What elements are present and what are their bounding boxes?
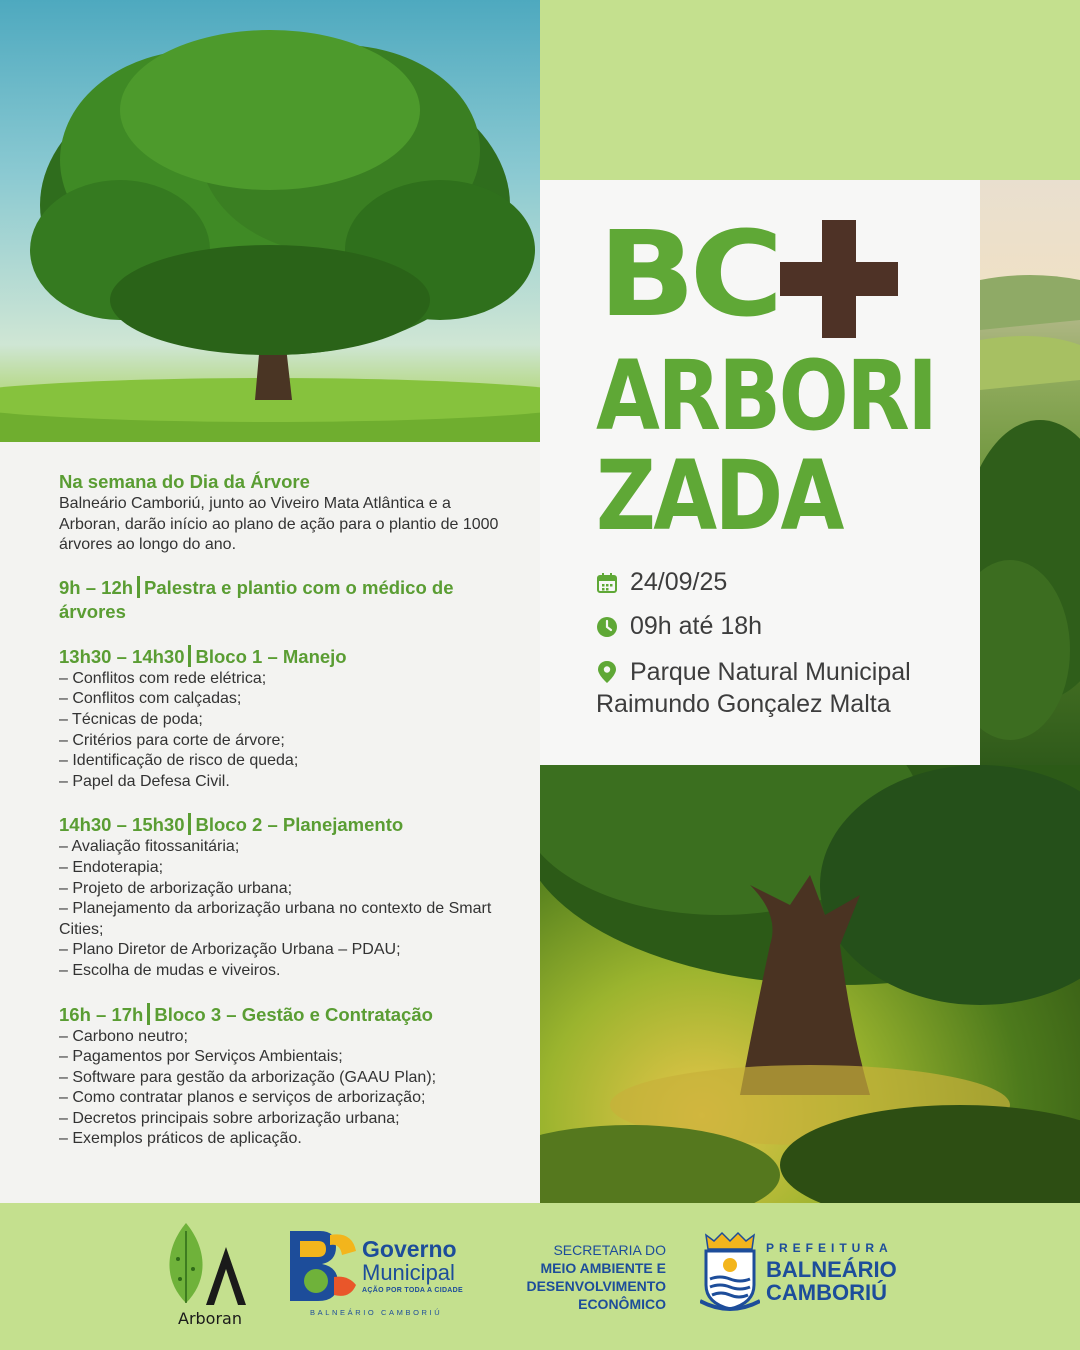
block-heading	[59, 576, 499, 624]
tree-photo-bottom	[540, 765, 1080, 1203]
pref-line2: BALNEÁRIO	[766, 1257, 897, 1282]
list-item: – Avaliação fitossanitária;	[59, 838, 240, 856]
gov-line2: Municipal	[362, 1260, 455, 1285]
event-place-line2: Raimundo Gonçalez Malta	[596, 690, 891, 718]
event-time: 09h até 18h	[630, 612, 763, 640]
list-item: – Decretos principais sobre arborização urbana;	[59, 1109, 400, 1127]
list-item: – Identificação de risco de queda;	[59, 752, 299, 770]
intro-section	[59, 470, 499, 556]
list-item: – Conflitos com rede elétrica;	[59, 669, 267, 687]
block-heading	[59, 813, 499, 837]
secretaria-logo	[496, 1241, 666, 1313]
location-pin-icon	[596, 660, 618, 684]
separator-bar	[188, 645, 191, 667]
separator-bar	[137, 576, 140, 598]
sec-line4: ECONÔMICO	[578, 1296, 666, 1312]
block-time: 16h – 17h	[59, 1003, 144, 1025]
block-heading	[59, 645, 499, 669]
separator-bar	[188, 813, 191, 835]
block-title: Bloco 1 – Manejo	[195, 645, 347, 667]
title-bc-plus	[598, 206, 900, 344]
block-items	[59, 669, 499, 793]
block-time: 13h30 – 14h30	[59, 645, 185, 667]
block-items	[59, 1027, 499, 1151]
list-item: – Carbono neutro;	[59, 1027, 188, 1045]
city-crest-icon	[700, 1231, 760, 1313]
block-time: 9h – 12h	[59, 576, 134, 598]
event-place-row	[596, 656, 911, 720]
arboran-logo	[160, 1219, 260, 1329]
block-title: Palestra e plantio com o médico de árvores	[59, 576, 454, 622]
title-bc: BC	[598, 206, 778, 344]
calendar-icon	[596, 572, 618, 594]
intro-text: Balneário Camboriú, junto ao Viveiro Mata Atlântica e a Arboran, darão início ao plano de ação para o plantio de 1000 árvores ao longo do ano.	[59, 495, 499, 554]
bc-emblem-icon	[290, 1231, 358, 1301]
list-item: – Projeto de arborização urbana;	[59, 879, 293, 897]
block-title: Bloco 3 – Gestão e Contratação	[154, 1003, 433, 1025]
plus-icon	[776, 220, 900, 344]
event-date-row	[596, 568, 727, 597]
agenda-block-3	[59, 1003, 499, 1151]
tree-photo-top	[0, 0, 540, 442]
event-card	[540, 180, 980, 765]
gov-city: BALNEÁRIO CAMBORIÚ	[310, 1308, 443, 1317]
list-item: – Critérios para corte de árvore;	[59, 731, 285, 749]
pref-line1: PREFEITURA	[766, 1241, 893, 1255]
agenda-block-2	[59, 813, 499, 981]
leaf-icon	[160, 1219, 260, 1309]
event-place-line1: Parque Natural Municipal	[630, 658, 911, 686]
block-title: Bloco 2 – Planejamento	[195, 814, 404, 836]
list-item: – Papel da Defesa Civil.	[59, 772, 230, 790]
gov-tagline: AÇÃO POR TODA A CIDADE	[362, 1287, 463, 1294]
list-item: – Conflitos com calçadas;	[59, 690, 242, 708]
sec-line3: DESENVOLVIMENTO	[526, 1278, 666, 1294]
sec-line2: MEIO AMBIENTE E	[540, 1260, 666, 1276]
event-time-row	[596, 612, 762, 641]
footer-logos	[0, 1203, 1080, 1350]
list-item: – Planejamento da arborização urbana no contexto de Smart Cities;	[59, 900, 492, 938]
list-item: – Técnicas de poda;	[59, 710, 203, 728]
list-item: – Exemplos práticos de aplicação.	[59, 1130, 302, 1148]
governo-municipal-logo	[290, 1231, 480, 1323]
block-items	[59, 837, 499, 981]
prefeitura-logo	[700, 1231, 920, 1321]
intro-heading: Na semana do Dia da Árvore	[59, 471, 310, 492]
agenda-block-1	[59, 645, 499, 793]
arboran-wordmark: Arboran	[178, 1309, 242, 1328]
list-item: – Pagamentos por Serviços Ambientais;	[59, 1048, 343, 1066]
list-item: – Escolha de mudas e viveiros.	[59, 961, 281, 979]
clock-icon	[596, 616, 618, 638]
block-time: 14h30 – 15h30	[59, 814, 185, 836]
block-heading	[59, 1003, 499, 1027]
separator-bar	[147, 1003, 150, 1025]
list-item: – Endoterapia;	[59, 858, 164, 876]
title-line-arbori: ARBORI	[596, 340, 936, 452]
gov-line1: Governo	[362, 1236, 457, 1262]
title-line-zada: ZADA	[596, 440, 842, 552]
agenda-block-0	[59, 576, 499, 624]
list-item: – Software para gestão da arborização (GAAU Plan);	[59, 1068, 437, 1086]
pref-line3: CAMBORIÚ	[766, 1280, 887, 1305]
list-item: – Plano Diretor de Arborização Urbana – PDAU;	[59, 941, 401, 959]
agenda	[59, 470, 499, 1171]
field-photo-right	[980, 180, 1080, 765]
list-item: – Como contratar planos e serviços de arborização;	[59, 1089, 426, 1107]
green-header-block	[540, 0, 1080, 180]
sec-line1: SECRETARIA DO	[553, 1242, 666, 1258]
pref-line2-3	[766, 1258, 897, 1304]
event-date: 24/09/25	[630, 568, 728, 596]
